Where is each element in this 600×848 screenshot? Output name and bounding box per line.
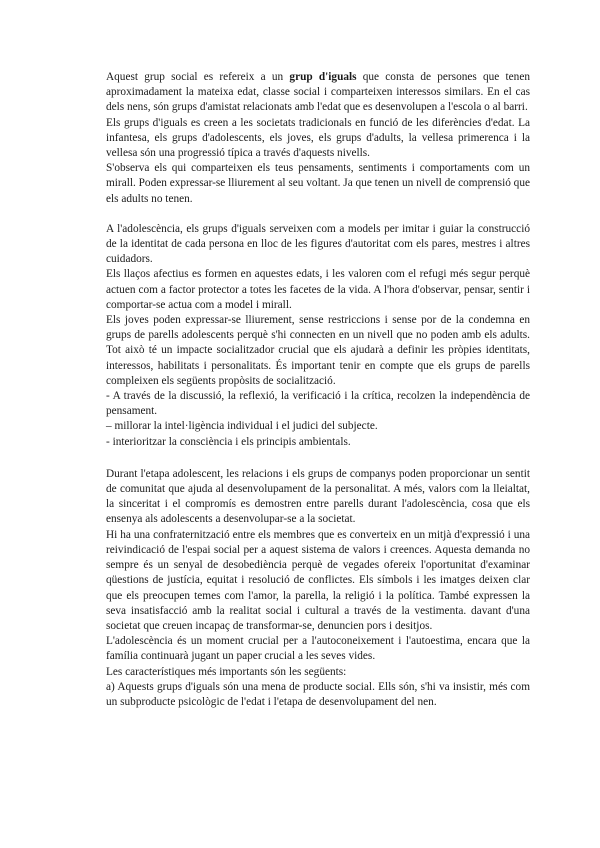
paragraph: Els joves poden expressar-se lliurement, sense restriccions i sense por de la condemna en grups de parells adolescents perquè s'hi connecten en un nivell que no poden amb els adults. Tot això té un impacte socialitzador crucial que els ajudarà a definir les pròpies identitats, interessos, habilitats i personalitats. És important tenir en compte que els grups de parells compleixen els següents propòsits de socialització. bbox=[106, 314, 530, 387]
paragraph: Durant l'etapa adolescent, les relacions i els grups de companys poden proporcionar un sentit de comunitat que ajuda al desenvolupament de la personalitat. A més, valors com la lleialtat, la sinceritat i el compromís es demostren entre parells durant l'adolescència, cosa que els ensenya als adolescents a desenvolupar-se a la societat. bbox=[106, 467, 530, 526]
paragraph-text: Aquest grup social es refereix a un bbox=[106, 71, 290, 83]
paragraph: a) Aquests grups d'iguals són una mena de producte social. Ells són, s'hi va insistir, més com un subproducte psicològic de l'edat i l'etapa de desenvolupament del nen. bbox=[106, 680, 530, 708]
paragraph: A l'adolescència, els grups d'iguals serveixen com a models per imitar i guiar la construcció de la identitat de cada persona en lloc de les figures d'autoritat com els pares, mestres i altres cuidadors. bbox=[106, 222, 530, 266]
paragraph: Hi ha una confraternització entre els membres que es converteix en un mitjà d'expressió i una reivindicació de l'espai social per a aquest sistema de valors i creences. Aquesta demanda no sempre és un senyal de desobediència perquè de vegades ofereix l'oportunitat d'examinar qüestions de justícia, equitat i resolució de conflictes. Els símbols i les imatges deixen clar que els preocupen temes com l'amor, la parella, la religió i la política. També expressen la seva insatisfacció amb la realitat social i cultural a través de la vestimenta. davant d'una societat que creuen incapaç de transformar-se, denuncien pors i desitjos. bbox=[106, 528, 530, 632]
paragraph: Les característiques més importants són les següents: bbox=[106, 665, 347, 678]
list-item: – millorar la intel·ligència individual i el judici del subjecte. bbox=[106, 420, 378, 433]
paragraph: L'adolescència és un moment crucial per a l'autoconeixement i l'autoestima, encara que la família continuarà jugant un paper crucial a les seves vides. bbox=[106, 635, 530, 663]
list-item: - interioritzar la consciència i els principis ambientals. bbox=[106, 435, 351, 448]
blank-line bbox=[106, 207, 530, 222]
blank-line bbox=[106, 450, 530, 467]
paragraph bbox=[106, 70, 530, 116]
paragraph: Els llaços afectius es formen en aquestes edats, i les valoren com el refugi més segur perquè actuen com a factor protector a totes les facetes de la vida. A l'hora d'observar, pensar, sentir i comportar-se actua com a model i mirall. bbox=[106, 268, 530, 311]
bold-term: grup d'iguals bbox=[289, 71, 357, 83]
paragraph-text: que consta de persones que tenen aproximadament la mateixa edat, classe social i comparteixen interessos similars. En el cas dels nens, són grups d'amistat relacionats amb l'edat que es desenvolupen a l'escola o al barri. bbox=[106, 71, 530, 114]
paragraph: Els grups d'iguals es creen a les societats tradicionals en funció de les diferències d'edat. La infantesa, els grups d'adolescents, els joves, els grups d'adults, la vellesa primerenca i la vellesa són una progressió típica a través d'aquests nivells. bbox=[106, 116, 530, 160]
paragraph: S'observa els qui comparteixen els teus pensaments, sentiments i comportaments com un mirall. Poden expressar-se lliurement al seu voltant. Ja que tenen un nivell de comprensió que els adults no tenen. bbox=[106, 162, 530, 205]
list-item: - A través de la discussió, la reflexió, la verificació i la crítica, recolzen la independència de pensament. bbox=[106, 390, 530, 418]
document-page bbox=[106, 70, 530, 710]
